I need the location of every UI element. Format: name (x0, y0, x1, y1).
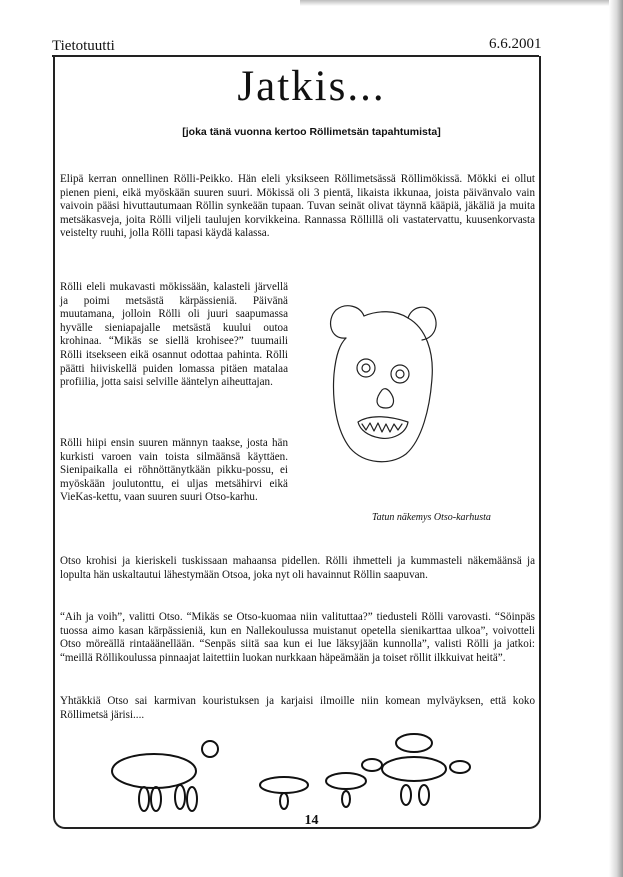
issue-date: 6.6.2001 (489, 36, 542, 52)
doodle-creature-leg (151, 787, 161, 811)
publication-name: Tietotuutti (52, 38, 115, 54)
doodle-big-mushroom-leg (419, 785, 429, 805)
doodle-big-mushroom-leg (401, 785, 411, 805)
paragraph-ending: Yhtäkkiä Otso sai karmivan kouristuksen ja karjaisi ilmoille niin komean mylväyksen, että koko Röllimetsä järisi.... (60, 695, 535, 721)
doodle-small-mushroom-stem (280, 793, 288, 809)
doodle-big-mushroom-side (362, 759, 382, 771)
doodle-small-mushroom-stem (342, 791, 350, 807)
doodle-big-mushroom-cap (382, 757, 446, 781)
bear-face-drawing (324, 300, 444, 468)
doodle-big-mushroom-side (450, 761, 470, 773)
doodle-creature-leg (175, 785, 185, 809)
article-subtitle: [joka tänä vuonna kertoo Röllimetsän tapahtumista] (182, 126, 441, 138)
bear-left-eye-inner (362, 364, 370, 372)
paragraph-intro: Elipä kerran onnellinen Rölli-Peikko. Hän eleli yksikseen Röllimetsässä Röllimökissä. Mökki ei ollut pienen pieni, eikä myöskään suuren suuri. Mökissä oli 3 pientä, likaista ikkunaa, joista päivänvalo vain vaivoin pääsi hivuttautumaan Röllin synkeään tupaan. Tuvan seinät olivat täynnä kääpiä, jäkäliä ja muita metsäkasveja, joita Rölli viljeli taulujen korvikkeina. Rannassa Röllillä oli vastatervattu, kuusenkorvasta veistelty ruuhi, jolla Rölli tapasi käydä kalassa. (60, 173, 535, 240)
paragraph-dialogue: “Aih ja voih”, valitti Otso. “Mikäs se Otso-kuomaa niin valituttaa?” tiedusteli Rölli varovasti. “Söinpäs tuossa aimo kasan kärpässieniä, kun en Nallekoulussa muistanut opetella sienikarttaa ulkoa”, voivotteli Otso möreällä rintaäänellään. “Senpäs siitä saa kun ei lue läksyjään kunnolla”, valisti Rölli ja jatkoi: “meillä Röllikoulussa pinnaajat laitettiin luokan nurkkaan häpeämään ja toiset röllit ilkkuivat heitä”. (60, 611, 535, 664)
doodle-big-mushroom-top (396, 734, 432, 752)
bear-nose (377, 389, 393, 408)
paragraph-sneaking: Rölli hiipi ensin suuren männyn taakse, josta hän kurkisti varoen vain toista silmäänsä käyttäen. Sienipaikalla ei röhnöttänytkään pikku-possu, ei myöskään joulutonttu, ei uljas metsähirvi eikä VieKas-kettu, vaan suuren suuri Otso-karhu. (60, 437, 288, 504)
bear-mouth (358, 417, 408, 439)
doodle-creature-body (112, 754, 196, 788)
doodle-creature-leg (139, 787, 149, 811)
bear-teeth (362, 423, 402, 432)
doodle-creature-head (202, 741, 218, 757)
bear-right-ear (408, 307, 436, 340)
bear-left-ear (331, 306, 364, 338)
doodle-creature-leg (187, 787, 197, 811)
scan-top-shadow (300, 0, 609, 6)
doodle-small-mushroom-cap (326, 773, 366, 789)
paragraph-forest-noise: Rölli eleli mukavasti mökissään, kalasteli järvellä ja poimi metsästä kärpässieniä. Päivänä muutamana, jolloin Rölli oli juuri saapumassa hyvälle sieniapajalle metsästä kuului outoa krohinaa. “Mikäs se siellä krohisee?” tuumaili Rölli itsekseen eikä osannut odottaa pahinta. Rölli päätti hiiviskellä puiden lomassa pitäen matalaa profiilia, jotta saisi selville ääntelyn aiheuttajan. (60, 281, 288, 389)
bear-left-eye-outer (357, 359, 375, 377)
article-title: Jatkis... (237, 63, 386, 110)
bear-head-outline (334, 312, 433, 462)
mushroom-doodles (94, 731, 486, 815)
paragraph-approach: Otso krohisi ja kieriskeli tuskissaan mahaansa pidellen. Rölli ihmetteli ja kummasteli näkemäänsä ja lopulta hän uskaltautui lähestymään Otsoa, joka nyt oli havainnut Röllin saapuvan. (60, 555, 535, 581)
illustration-caption: Tatun näkemys Otso-karhusta (372, 512, 491, 523)
bear-right-eye-outer (391, 365, 409, 383)
doodle-small-mushroom-cap (260, 777, 308, 793)
page-number: 14 (304, 813, 319, 828)
bear-right-eye-inner (396, 370, 404, 378)
